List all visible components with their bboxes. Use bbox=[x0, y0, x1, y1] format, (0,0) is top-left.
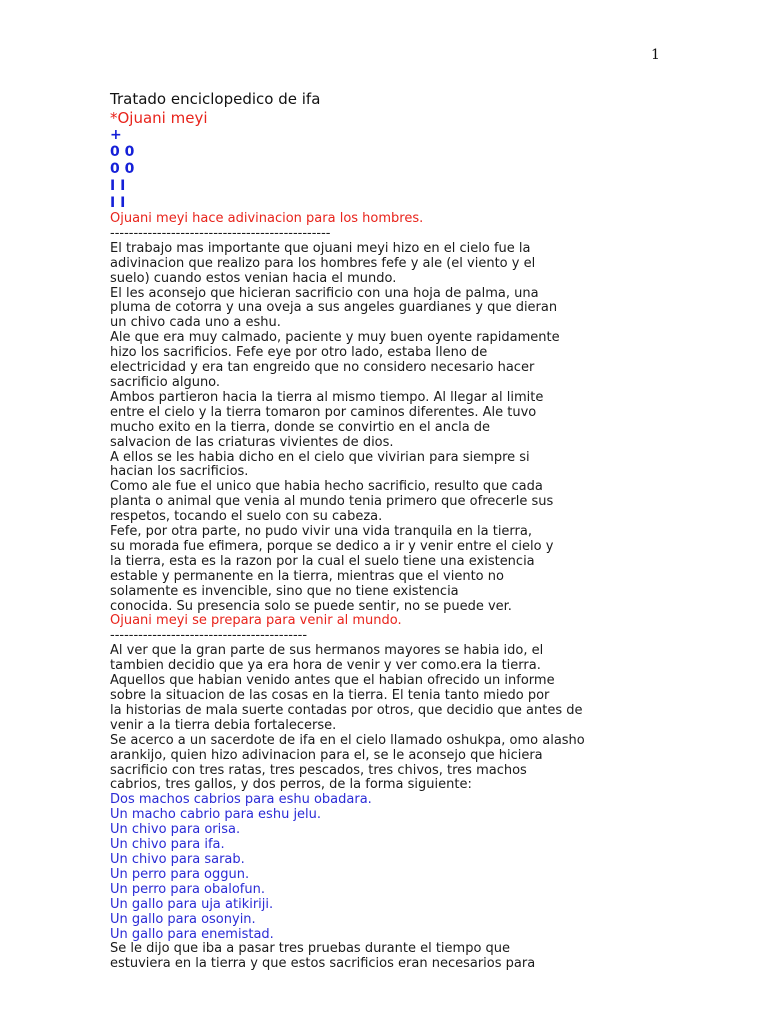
text-line: A ellos se les habia dicho en el cielo que vivirian para siempre si bbox=[110, 449, 530, 465]
text-line: tambien decidio que ya era hora de venir y ver como.era la tierra. bbox=[110, 658, 541, 674]
text-line: la tierra, esta es la razon por la cual el suelo tiene una existencia bbox=[110, 553, 535, 569]
offering-list-item: Un macho cabrio para eshu jelu. bbox=[110, 807, 322, 823]
text-line: venir a la tierra debia fortalecerse. bbox=[110, 717, 337, 733]
glyph-row: + bbox=[110, 127, 122, 143]
glyph-row: I I bbox=[110, 178, 126, 194]
body-text bbox=[110, 212, 730, 972]
text-line: sacrificio alguno. bbox=[110, 374, 221, 390]
document-body bbox=[110, 90, 730, 972]
text-line: conocida. Su presencia solo se puede sentir, no se puede ver. bbox=[110, 598, 512, 614]
text-line: su morada fue efimera, porque se dedico a ir y venir entre el cielo y bbox=[110, 538, 554, 554]
offering-list-item: Un gallo para uja atikiriji. bbox=[110, 896, 274, 912]
text-line: estuviera en la tierra y que estos sacrificios eran necesarios para bbox=[110, 956, 536, 972]
text-line: salvacion de las criaturas vivientes de dios. bbox=[110, 434, 394, 450]
text-line: un chivo cada uno a eshu. bbox=[110, 315, 281, 331]
text-line: solamente es invencible, sino que no tiene existencia bbox=[110, 583, 459, 599]
section-heading-line: Ojuani meyi se prepara para venir al mundo. bbox=[110, 613, 402, 629]
page-number: 1 bbox=[651, 47, 660, 63]
offering-list-item: Un gallo para enemistad. bbox=[110, 926, 274, 942]
divider-line: ------------------------------------------ bbox=[110, 628, 308, 644]
text-line: sacrificio con tres ratas, tres pescados, tres chivos, tres machos bbox=[110, 762, 527, 778]
text-line: Se le dijo que iba a pasar tres pruebas durante el tiempo que bbox=[110, 941, 511, 957]
offering-list-item: Un chivo para sarab. bbox=[110, 851, 245, 867]
text-line: la historias de mala suerte contadas por otros, que decidio que antes de bbox=[110, 702, 583, 718]
offering-list-item: Un chivo para ifa. bbox=[110, 837, 225, 853]
text-line: El les aconsejo que hicieran sacrificio con una hoja de palma, una bbox=[110, 285, 539, 301]
text-line: cabrios, tres gallos, y dos perros, de la forma siguiente: bbox=[110, 777, 472, 793]
text-line: mucho exito en la tierra, donde se convirtio en el ancla de bbox=[110, 419, 491, 435]
section-heading: *Ojuani meyi bbox=[110, 109, 208, 127]
text-line: Ale que era muy calmado, paciente y muy buen oyente rapidamente bbox=[110, 330, 560, 346]
glyph-row: 0 0 bbox=[110, 144, 135, 160]
text-line: adivinacion que realizo para los hombres fefe y ale (el viento y el bbox=[110, 255, 536, 271]
text-line: Al ver que la gran parte de sus hermanos mayores se habia ido, el bbox=[110, 643, 544, 659]
text-line: entre el cielo y la tierra tomaron por caminos diferentes. Ale tuvo bbox=[110, 404, 537, 420]
text-line: hizo los sacrificios. Fefe eye por otro lado, estaba lleno de bbox=[110, 345, 488, 361]
text-line: arankijo, quien hizo adivinacion para el, se le aconsejo que hiciera bbox=[110, 747, 543, 763]
ifa-sign-glyph bbox=[110, 127, 730, 212]
document-title: Tratado enciclopedico de ifa bbox=[110, 90, 321, 108]
text-line: pluma de cotorra y una oveja a sus angeles guardianes y que dieran bbox=[110, 300, 558, 316]
text-line: hacian los sacrificios. bbox=[110, 464, 249, 480]
text-line: Aquellos que habian venido antes que el habian ofrecido un informe bbox=[110, 673, 555, 689]
text-line: Fefe, por otra parte, no pudo vivir una vida tranquila en la tierra, bbox=[110, 524, 532, 540]
text-line: Ambos partieron hacia la tierra al mismo tiempo. Al llegar al limite bbox=[110, 389, 544, 405]
offering-list-item: Un chivo para orisa. bbox=[110, 822, 241, 838]
offering-list-item: Un perro para oggun. bbox=[110, 866, 250, 882]
text-line: El trabajo mas importante que ojuani meyi hizo en el cielo fue la bbox=[110, 240, 531, 256]
glyph-row: 0 0 bbox=[110, 161, 135, 177]
offering-list-item: Un gallo para osonyin. bbox=[110, 911, 256, 927]
text-line: estable y permanente en la tierra, mientras que el viento no bbox=[110, 568, 504, 584]
text-line: Como ale fue el unico que habia hecho sacrificio, resulto que cada bbox=[110, 479, 543, 495]
glyph-row: I I bbox=[110, 195, 126, 211]
text-line: electricidad y era tan engreido que no considero necesario hacer bbox=[110, 360, 535, 376]
offering-list-item: Dos machos cabrios para eshu obadara. bbox=[110, 792, 372, 808]
text-line: suelo) cuando estos venian hacia el mundo. bbox=[110, 270, 397, 286]
divider-line: ----------------------------------------------- bbox=[110, 225, 331, 241]
offering-list-item: Un perro para obalofun. bbox=[110, 881, 265, 897]
text-line: planta o animal que venia al mundo tenia primero que ofrecerle sus bbox=[110, 494, 554, 510]
section-heading-line: Ojuani meyi hace adivinacion para los hombres. bbox=[110, 211, 424, 226]
text-line: Se acerco a un sacerdote de ifa en el cielo llamado oshukpa, omo alasho bbox=[110, 732, 585, 748]
text-line: sobre la situacion de las cosas en la tierra. El tenia tanto miedo por bbox=[110, 688, 550, 703]
text-line: respetos, tocando el suelo con su cabeza. bbox=[110, 509, 383, 525]
